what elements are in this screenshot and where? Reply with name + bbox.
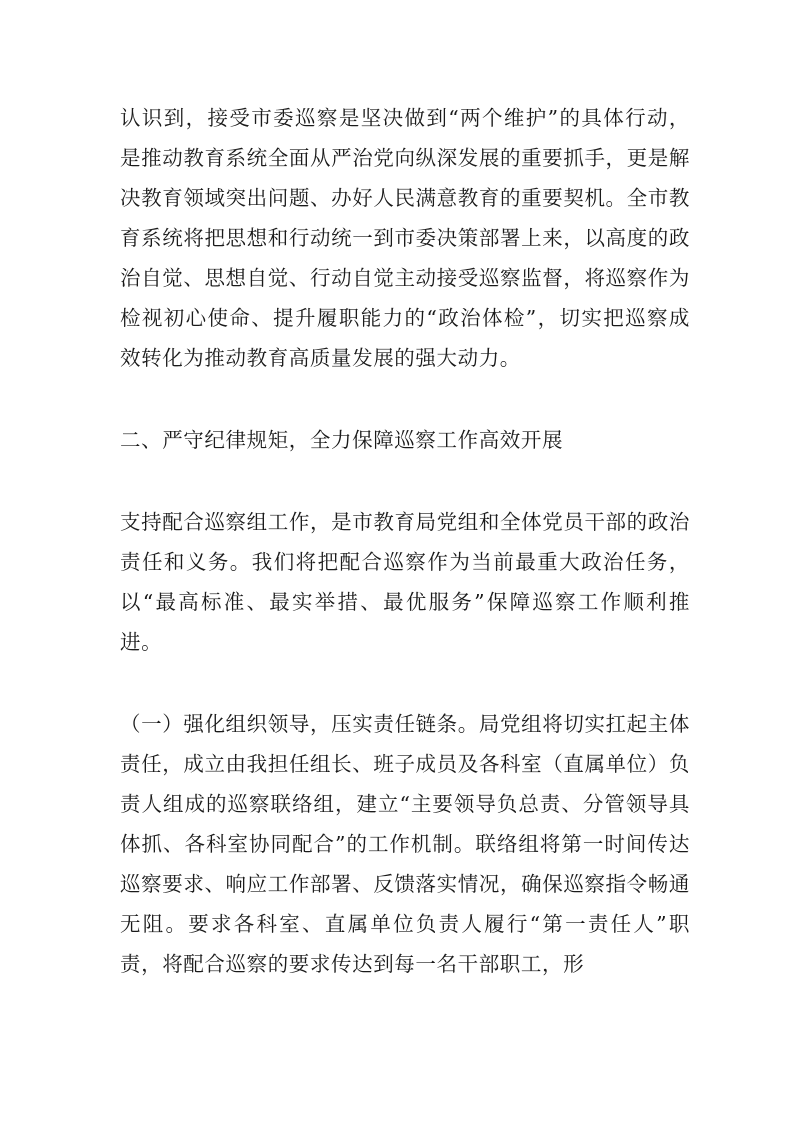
paragraph-spacing bbox=[120, 460, 690, 502]
body-paragraph: （一）强化组织领导，压实责任链条。局党组将切实扛起主体责任，成立由我担任组长、班子成员及各科室（直属单位）负责人组成的巡察联络组，建立“主要领导负总责、分管领导具体抓、各科室协同配合”的工作机制。联络组将第一时间传达巡察要求、响应工作部署、反馈落实情况，确保巡察指令畅通无阻。要求各科室、直属单位负责人履行“第一责任人”职责，将配合巡察的要求传达到每一名干部职工，形 bbox=[120, 712, 690, 976]
body-paragraph: 支持配合巡察组工作，是市教育局党组和全体党员干部的政治责任和义务。我们将把配合巡察作为当前最重大政治任务，以“最高标准、最实举措、最优服务”保障巡察工作顺利推进。 bbox=[120, 510, 690, 654]
section-heading: 二、严守纪律规矩，全力保障巡察工作高效开展 bbox=[120, 428, 564, 452]
body-paragraph: 认识到，接受市委巡察是坚决做到“两个维护”的具体行动，是推动教育系统全面从严治党向纵深发展的重要抓手，更是解决教育领域突出问题、办好人民满意教育的重要契机。全市教育系统将把思想和行动统一到市委决策部署上来，以高度的政治自觉、思想自觉、行动自觉主动接受巡察监督，将巡察作为检视初心使命、提升履职能力的“政治体检”，切实把巡察成效转化为推动教育高质量发展的强大动力。 bbox=[120, 106, 690, 370]
paragraph-spacing bbox=[120, 662, 690, 704]
paragraph-spacing bbox=[120, 378, 690, 420]
document-body bbox=[120, 98, 690, 984]
